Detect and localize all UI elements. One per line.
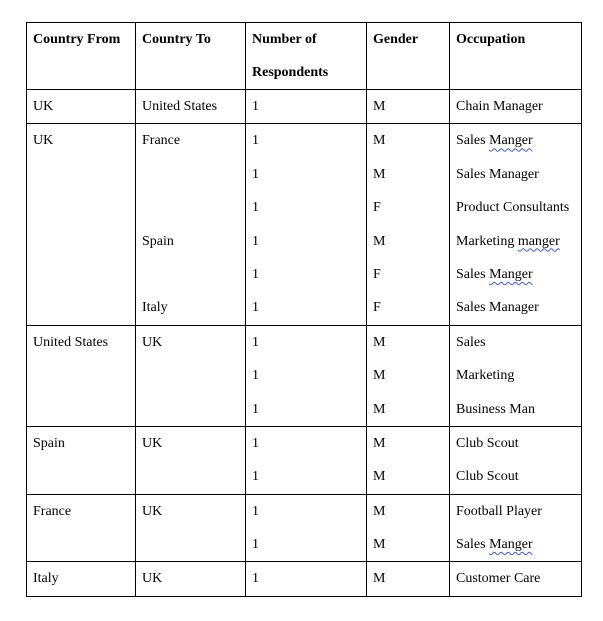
country-to-value: UK	[142, 571, 163, 587]
header-respondents-line1: Number of	[252, 32, 317, 47]
country-from-value: Spain	[33, 435, 65, 451]
respondents-value: 1	[252, 435, 259, 451]
respondents-cell	[246, 494, 367, 562]
spellcheck-mark: Manger	[489, 133, 533, 149]
respondents-value: 1	[252, 99, 259, 114]
occupation-cell	[450, 90, 582, 124]
occupation-value: Sales	[456, 334, 486, 350]
respondents-value: 1	[252, 200, 259, 216]
country-to-cell	[136, 90, 246, 124]
country-to-value: France	[142, 133, 181, 149]
header-row	[27, 23, 582, 90]
gender-cell	[367, 562, 450, 596]
gender-value: M	[373, 368, 386, 384]
country-from-value: France	[33, 503, 72, 519]
header-number-of-respondents	[246, 23, 367, 90]
occupation-cell	[450, 124, 582, 325]
spellcheck-mark: manger	[517, 233, 560, 249]
occupation-value: Product Consultants	[456, 200, 570, 216]
occupation-value: Chain Manager	[456, 99, 543, 114]
respondents-value: 1	[252, 571, 259, 587]
respondents-cell	[246, 426, 367, 494]
respondents-value: 1	[252, 233, 259, 249]
country-to-cell	[136, 124, 246, 325]
country-to-value	[142, 460, 239, 493]
header-occupation: Occupation	[450, 23, 582, 90]
header-country-to: Country To	[136, 23, 246, 90]
country-from-cell	[27, 124, 136, 325]
occupation-value: Sales Manager	[456, 166, 539, 182]
occupation-value: Club Scout	[456, 435, 519, 451]
respondents-cell	[246, 325, 367, 426]
gender-value: M	[373, 503, 386, 519]
country-to-value	[142, 158, 239, 191]
gender-value: M	[373, 99, 386, 114]
country-from-value: UK	[33, 133, 54, 149]
country-to-value: UK	[142, 334, 163, 350]
country-from-value: UK	[33, 99, 54, 114]
respondents-value: 1	[252, 401, 259, 417]
occupation-value: Football Player	[456, 503, 542, 519]
country-from-cell	[27, 494, 136, 562]
gender-value: M	[373, 401, 386, 417]
occupation-cell	[450, 494, 582, 562]
occupation-value: Marketing	[456, 368, 515, 384]
table-body	[27, 90, 582, 597]
gender-value: M	[373, 469, 386, 485]
respondents-value: 1	[252, 469, 259, 485]
occupation-value: Club Scout	[456, 469, 519, 485]
gender-cell	[367, 426, 450, 494]
occupation-value: Marketing manger	[456, 233, 560, 249]
respondents-cell	[246, 562, 367, 596]
country-from-cell	[27, 562, 136, 596]
country-to-cell	[136, 426, 246, 494]
gender-cell	[367, 124, 450, 325]
respondents-value: 1	[252, 503, 259, 519]
occupation-value: Customer Care	[456, 571, 541, 587]
table-row	[27, 325, 582, 426]
respondents-value: 1	[252, 368, 259, 384]
table-row	[27, 562, 582, 596]
country-to-value	[142, 359, 239, 392]
respondents-value: 1	[252, 266, 259, 282]
gender-value: F	[373, 300, 381, 316]
occupation-cell	[450, 562, 582, 596]
respondents-value: 1	[252, 133, 259, 149]
gender-value: M	[373, 435, 386, 451]
country-to-value	[142, 393, 239, 426]
gender-cell	[367, 325, 450, 426]
table-row	[27, 90, 582, 124]
gender-cell	[367, 90, 450, 124]
country-to-value	[142, 528, 239, 561]
gender-value: F	[373, 266, 381, 282]
table-row	[27, 124, 582, 325]
occupation-value: Sales Manger	[456, 266, 533, 282]
country-to-value	[142, 258, 239, 291]
header-country-from: Country From	[27, 23, 136, 90]
respondents-value: 1	[252, 300, 259, 316]
country-from-cell	[27, 90, 136, 124]
spellcheck-mark: Manger	[489, 537, 533, 553]
country-from-value: Italy	[33, 571, 59, 587]
country-from-value: United States	[33, 334, 109, 350]
country-to-cell	[136, 325, 246, 426]
occupation-cell	[450, 426, 582, 494]
country-to-value	[142, 191, 239, 224]
table-row	[27, 494, 582, 562]
gender-value: M	[373, 571, 386, 587]
respondents-value: 1	[252, 334, 259, 350]
gender-value: M	[373, 334, 386, 350]
occupation-value: Sales Manager	[456, 300, 539, 316]
occupation-value: Sales Manger	[456, 537, 533, 553]
gender-value: M	[373, 166, 386, 182]
gender-value: F	[373, 200, 381, 216]
spellcheck-mark: Manger	[489, 266, 533, 282]
respondents-cell	[246, 90, 367, 124]
country-to-cell	[136, 562, 246, 596]
header-gender: Gender	[367, 23, 450, 90]
table-row	[27, 426, 582, 494]
country-to-value: Italy	[142, 300, 168, 316]
respondents-value: 1	[252, 166, 259, 182]
gender-value: M	[373, 133, 386, 149]
gender-value: M	[373, 233, 386, 249]
country-from-cell	[27, 325, 136, 426]
occupation-value: Business Man	[456, 401, 535, 417]
country-to-value: UK	[142, 503, 163, 519]
respondents-cell	[246, 124, 367, 325]
gender-value: M	[373, 537, 386, 553]
country-to-value: United States	[142, 99, 218, 114]
occupation-cell	[450, 325, 582, 426]
country-to-cell	[136, 494, 246, 562]
header-respondents-line2: Respondents	[252, 65, 329, 80]
occupation-value: Sales Manger	[456, 133, 533, 149]
country-to-value: UK	[142, 435, 163, 451]
country-from-cell	[27, 426, 136, 494]
respondents-table	[26, 22, 582, 597]
gender-cell	[367, 494, 450, 562]
country-to-value: Spain	[142, 233, 174, 249]
respondents-value: 1	[252, 537, 259, 553]
